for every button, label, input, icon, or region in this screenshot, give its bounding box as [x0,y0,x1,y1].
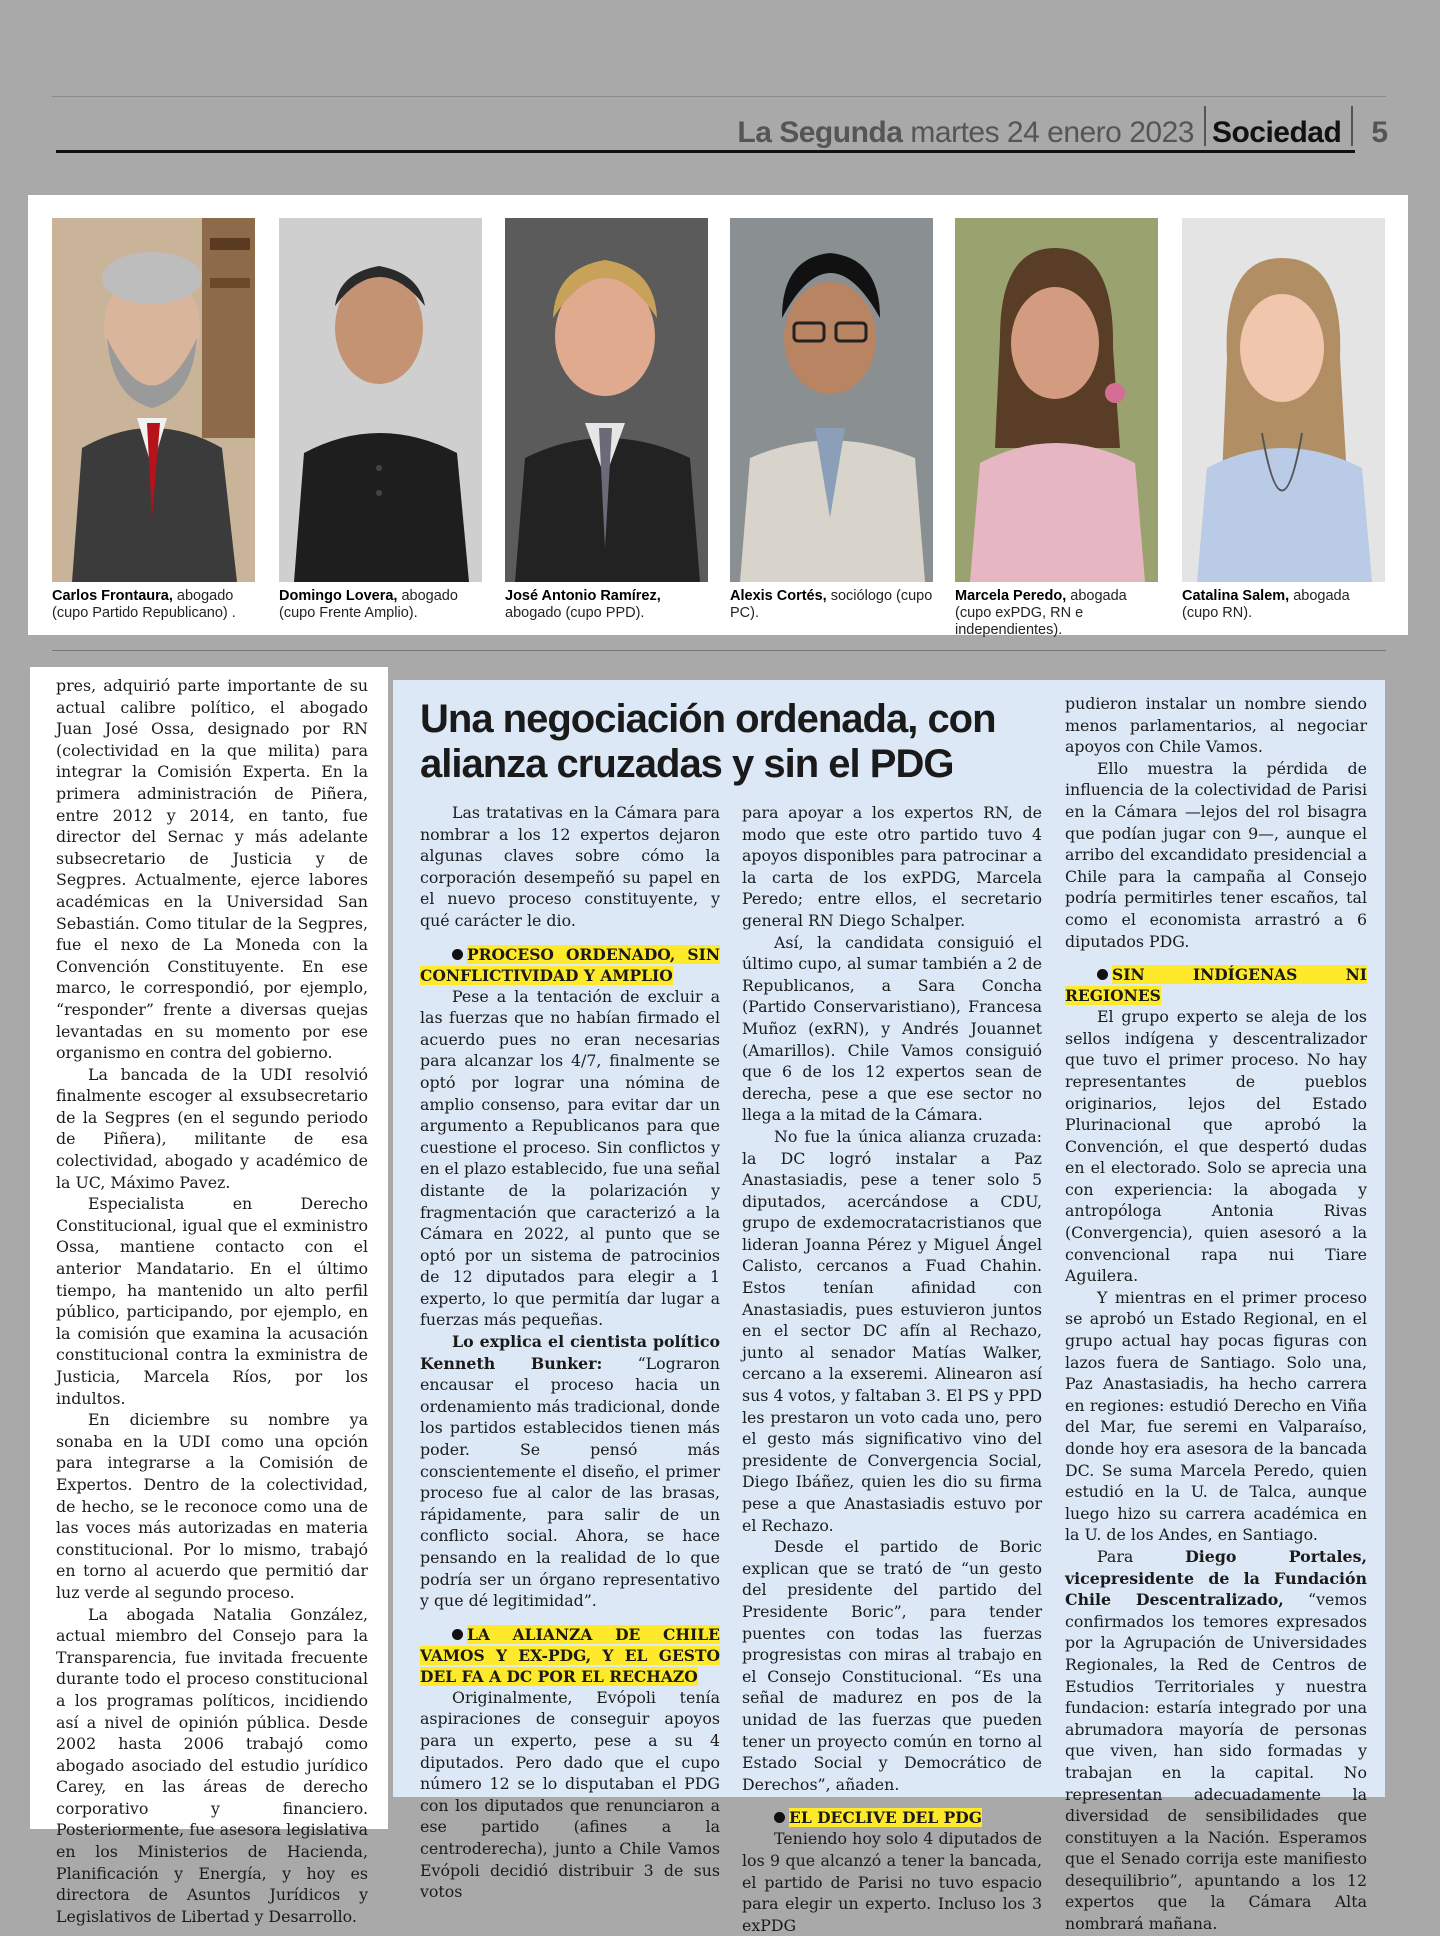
previous-article-text [56,675,368,1927]
section-name: Sociedad [1211,116,1342,149]
quote-text: “Lograron encausar el proceso hacia un ordenamiento más tradicional, donde los partidos establecidos tienen más poder. Se pensó más conscientemente el diseño, el primer proceso fue al calor de las brasas, rápidamente, para salir de un conflicto social. Ahora, se hace pensando en la realidad de lo que podría ser un órgano representativo y que dé legitimidad”. [420,1353,720,1611]
paragraph: En diciembre su nombre ya sonaba en la UDI como una opción para integrarse a la Comisión de Expertos. Dentro de la colectividad, de hecho, se le reconoce como una de las voces más autorizadas en materia constitucional. Por lo mismo, trabajó en torno al acuerdo que permitió dar luz verde al segundo proceso. [56,1410,368,1602]
paragraph-lead: Para [1097,1546,1186,1566]
expert-caption [955,582,1158,639]
article-title: Una negociación ordenada, con alianza cruzadas y sin el PDG [420,697,996,786]
subheading [420,1624,720,1687]
paragraph: Ello muestra la pérdida de influencia de la colectividad de Parisi en la Cámara —lejos del rol bisagra que podían jugar con 9—, aunque el arribo del excandidato presidencial a Chile para la campaña al Consejo podría permitirles tener escaños, tal como el economista arrastró a 6 diputados PDG. [1065,758,1367,951]
subheading [420,944,720,986]
expert-role: abogada (cupo RN). [1182,588,1350,621]
paragraph: Desde el partido de Boric explican que se trató de “un gesto del presidente del partido del Presidente Boric”, para tender puentes con todas las fuerzas progresistas con miras al trabajo en el Consejo Constitucional. “Es una señal de madurez en pos de la unidad de las fuerzas que pueden tener un proyecto común en torno al Estado Social y Democrático de Derechos”, añaden. [742,1537,1042,1794]
previous-article-column [30,667,388,1926]
subheading-text: SIN INDÍGENAS NI REGIONES [1065,965,1367,1006]
subheading-text: LA ALIANZA DE CHILE VAMOS Y EX-PDG, Y EL GESTO DEL FA A DC POR EL RECHAZO [420,1624,720,1686]
article-column-3 [1065,693,1367,1935]
paragraph: Originalmente, Evópoli tenía aspiraciones de conseguir apoyos para un experto, pese a su 4 diputados. Pero dado que el cupo número 12 se lo disputaban el PDG con los diputados que renunciaron a ese partido (afines a la centroderecha), junto a Chile Vamos Evópoli decidió distribuir 3 de sus votos [420,1687,720,1902]
expert-caption [279,582,482,622]
portrait-photo [730,218,933,582]
subheading-text: PROCESO ORDENADO, SIN CONFLICTIVIDAD Y AMPLIO [420,944,720,985]
header-separator [1204,106,1206,146]
paragraph [1065,1546,1367,1935]
article-column-1 [420,802,720,1903]
expert-role: abogado (cupo Frente Amplio). [279,588,458,621]
expert-role: abogado (cupo PPD). [505,605,645,621]
subheading-text: EL DECLIVE DEL PDG [789,1808,982,1828]
expert-role: sociólogo (cupo PC). [730,588,933,621]
expert-caption [1182,582,1385,622]
expert-caption [52,582,255,622]
expert-card [505,218,708,622]
issue-date: martes 24 enero 2023 [910,116,1194,149]
paragraph: No fue la única alianza cruzada: la DC logró instalar a Paz Anastasiadis, pese a tener solo 5 diputados, acercándose a CDU, grupo de exdemocratacristianos que lideran Joanna Pérez y Miguel Ángel Calisto, cercanos a Fuad Chahin. Estos tenían afinidad con Anastasiadis, pues estuvieron juntos en el sector DC afín al Rechazo, junto al senador Matías Walker, cercano a la exseremi. Alinearon así sus 4 votos, y faltaban 3. El PS y PPD les prestaron un voto cada uno, pero el gesto más significativo vino del presidente de Convergencia Social, Diego Ibáñez, quien les dio su firma pese a que Anastasiadis estuvo por el Rechazo. [742,1126,1042,1535]
paragraph: Teniendo hoy solo 4 diputados de los 9 que alcanzó a tener la bancada, el partido de Parisi no tuvo espacio para elegir un experto. Incluso los 3 exPDG [742,1829,1042,1935]
paragraph: La bancada de la UDI resolvió finalmente escoger al exsubsecretario de la Segpres (en el segundo periodo de Piñera), militante de esa colectividad, abogado y académico de la UC, Máximo Pavez. [56,1064,368,1192]
page-header [737,98,1388,150]
paragraph: Y mientras en el primer proceso se aprobó un Estado Regional, en el grupo actual hay pocas figuras con lazos fuera de Santiago. Solo una, Paz Anastasiadis, ha hecho carrera en regiones: estudió Derecho en Viña del Mar, fue seremi en Valparaíso, donde hoy era asesora de la bancada DC. Se suma Marcela Peredo, quien estudió en la U. de Talca, aunque luego hizo su carrera académica en la U. de los Andes, en Santiago. [1065,1287,1367,1545]
expert-name: Alexis Cortés, [730,588,827,604]
article-column-2 [742,802,1042,1936]
portrait-photo [1182,218,1385,582]
expert-name: Marcela Peredo, [955,588,1067,604]
paragraph: pudieron instalar un nombre siendo menos parlamentarios, al negociar apoyos con Chile Vamos. [1065,694,1367,757]
paragraph: Así, la candidata consiguió el último cupo, al sumar también a 2 de Republicanos, a Sara Concha (Partido Conservaristiano), Francesa Muñoz (exRN), y Andrés Jouannet (Amarillos). Chile Vamos consiguió que 6 de los 12 expertos sean de derecha, pese a que ese sector no llega a la mitad de la Cámara. [742,932,1042,1125]
portrait-photo [505,218,708,582]
expert-card [52,218,255,622]
quote-attribution: Diego Portales, vicepresidente de la Fundación Chile Descentralizado, [1065,1546,1368,1610]
header-bottom-rule [56,150,1355,153]
paragraph: Pese a la tentación de excluir a las fuerzas que no habían firmado el acuerdo pues no eran necesarias para alcanzar los 4/7, finalmente se optó por lograr una nómina de amplio consenso, para evitar dar un argumento a Republicanos para que cuestione el proceso. Sin conflictos y en el plazo establecido, fue una señal distante de la polarización y fragmentación que caracterizó a la Cámara en 2022, al punto que se optó por un sistema de patrocinios de 12 diputados para elegir a 1 experto, lo que permitía dar lugar a fuerzas más pequeñas. [420,986,720,1330]
expert-name: Catalina Salem, [1182,588,1290,604]
subheading [1065,964,1367,1006]
paragraph: El grupo experto se aleja de los sellos indígena y descentralizador que tuvo el primer proceso. No hay representantes de pueblos originarios, lejos del Estado Plurinacional que aprobó la Convención, el que despertó dudas en el electorado. Solo se aprecia una con experiencia: la abogada y antropóloga Antonia Rivas (Convergencia), quien asesoró a la convencional rapa nui Tiare Aguilera. [1065,1007,1367,1286]
bullet-icon [774,1812,785,1823]
subheading [742,1807,1042,1828]
expert-card [279,218,482,622]
expert-role: abogada (cupo exPDG, RN e independientes). [955,588,1127,638]
expert-name: Domingo Lovera, [279,588,398,604]
paragraph [420,1331,720,1612]
expert-role: abogado (cupo Partido Republicano) . [52,588,236,621]
portrait-photo [52,218,255,582]
expert-caption [730,582,933,622]
expert-name: Carlos Frontaura, [52,588,173,604]
expert-card [1182,218,1385,622]
section-divider [52,650,1386,651]
quote-text: “vemos confirmados los temores expresados por la Agrupación de Universidades Regionales, la Red de Centros de Estudios Territoriales y nuestra fundacion: estaría integrado por una abrumadora mayoría de personas que viven, han sido formadas y trabajan en la capital. No representan adecuadamente la diversidad de sensibilidades que constituyen a la Nación. Esperamos que el Senado corrija este manifiesto desequilibrio”, apuntando a los 12 expertos que la Cámara Alta nombrará mañana. [1065,1590,1367,1934]
paragraph: La abogada Natalia González, actual miembro del Consejo para la Transparencia, fue invitada frecuente durante todo el proceso constitucional a los programas políticos, incidiendo así a nivel de opinión pública. Desde 2002 hasta 2006 trabajó como abogado asociado del estudio jurídico Carey, en las áreas de derecho corporativo y financiero. Posteriormente, fue asesora legislativa en los Ministerios de Hacienda, Planificación y Energía, y hoy es directora de Asuntos Jurídicos y Legislativos de Libertad y Desarrollo. [56,1604,368,1926]
quote-attribution: Lo explica el cientista político Kenneth Bunker: [420,1332,720,1373]
bullet-icon [1097,969,1108,980]
portrait-photo [279,218,482,582]
paragraph: Las tratativas en la Cámara para nombrar a los 12 expertos dejaron algunas claves sobre cómo la corporación desempeñó su papel en el nuevo proceso constituyente, y qué carácter le dio. [420,803,720,930]
portrait-illustration [730,218,933,582]
portrait-photo [955,218,1158,582]
paragraph: pres, adquirió parte importante de su actual calibre político, el abogado Juan José Ossa, designado por RN (colectividad en la que milita) para integrar la Comisión Experta. En la primera administración de Piñera, entre 2012 y 2014, en tanto, fue director del Sernac y más adelante subsecretario de Justicia y de Segpres. Actualmente, ejerce labores académicas en la Universidad San Sebastián. Como titular de la Segpres, fue el nexo de La Moneda con la Convención Constituyente. En ese marco, le correspondió, por ejemplo, “responder” frente a diversas quejas levantadas en su momento por ese organismo en contra del gobierno. [56,676,368,1063]
page-number: 5 [1371,116,1388,149]
expert-name: José Antonio Ramírez, [505,588,661,604]
expert-card [730,218,933,622]
portrait-illustration [52,218,255,582]
header-separator [1351,106,1353,146]
portrait-illustration [955,218,1158,582]
paragraph: Especialista en Derecho Constitucional, igual que el exministro Ossa, mantiene contacto con el anterior Mandatario. En el último tiempo, ha mantenido un alto perfil público, participando, por ejemplo, en la comisión que examina la acusación constitucional contra la exministra de Justicia, Marcela Ríos, por los indultos. [56,1194,368,1408]
bullet-icon [452,949,463,960]
expert-caption [505,582,708,622]
bullet-icon [452,1629,463,1640]
newspaper-name: La Segunda [737,116,903,149]
portrait-illustration [505,218,708,582]
expert-card [955,218,1158,639]
portrait-illustration [1182,218,1385,582]
portrait-illustration [279,218,482,582]
paragraph: para apoyar a los expertos RN, de modo que este otro partido tuvo 4 apoyos disponibles para patrocinar a la carta de los exPDG, Marcela Peredo; entre ellos, el secretario general RN Diego Schalper. [742,803,1042,930]
header-top-rule [52,96,1386,97]
